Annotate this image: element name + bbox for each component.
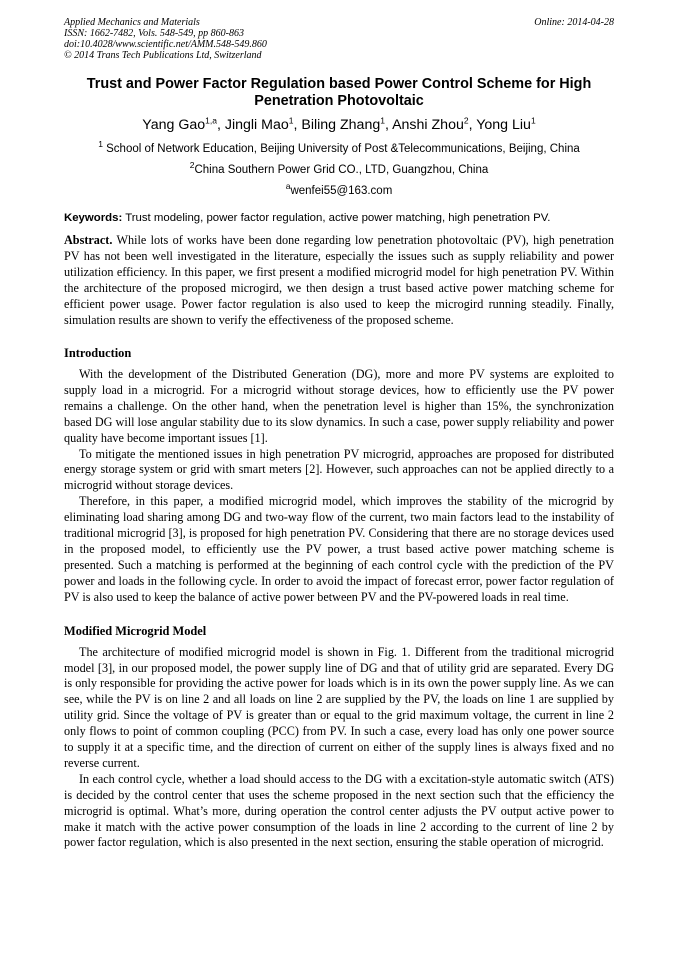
keywords <box>64 211 614 225</box>
journal-meta <box>64 17 267 61</box>
author: Anshi Zhou$^2$, <box>392 115 477 133</box>
author: Yong Liu$^1$ <box>476 115 536 133</box>
journal-doi: doi:10.4028/www.scientific.net/AMM.548-549.860 <box>64 39 267 50</box>
paper-title: Trust and Power Factor Regulation based Power Control Scheme for High Penetration Photovoltaic <box>86 76 592 109</box>
journal-copyright: © 2014 Trans Tech Publications Ltd, Switzerland <box>64 50 262 61</box>
keywords-label: Keywords: <box>64 212 123 224</box>
paragraph: To mitigate the mentioned issues in high penetration PV microgrid, approaches are proposed for distributed energy storage system or grid with smart meters [2]. However, such approaches can not be applied directly to a microgrid without storage devices. <box>64 446 614 493</box>
abstract-label: Abstract. <box>64 233 113 247</box>
author: Yang Gao$^{1,a}$, <box>142 115 225 133</box>
author-email[interactable]: $^a$wenfei55@163.com <box>285 181 393 197</box>
section-heading: Modified Microgrid Model <box>64 623 207 638</box>
affiliation: $^1$ School of Network Education, Beijing University of Post &Telecommunications, Beijing, China <box>98 139 580 155</box>
journal-name: Applied Mechanics and Materials <box>64 17 200 28</box>
section-heading: Introduction <box>64 346 132 360</box>
paragraph: In each control cycle, whether a load should access to the DG with a excitation-style automatic switch (ATS) is decided by the control center that uses the scheme proposed in the next section such that the efficiency the microgrid is optimal. What’s more, during operation the control center adjusts the PV output active power to make it match with the active power consumption of the loads in line 2 according to the current of line 2 by power factor regulation, which is also presented in the next section, ensuring the stable operation of microgrid. <box>64 771 614 850</box>
paragraph: Therefore, in this paper, a modified microgrid model, which improves the stability of the microgrid by eliminating load sharing among DG and two-way flow of the current, two main factors lead to the instability of traditional microgrid [3], is proposed for high penetration PV. Considering that there are no storage devices used in the proposed model, to efficiently use the PV power, a trust based active power matching scheme is presented. Such a matching is performed at the beginning of each control cycle with the prediction of the PV power and loads in the following cycle. In order to avoid the impact of forecast error, power factor regulation of PV is also used to keep the balance of active power between PV and the PV-powered loads in real time. <box>64 494 614 604</box>
affiliation: $^2$China Southern Power Grid CO., LTD, Guangzhou, China <box>189 160 489 176</box>
online-date: Online: 2014-04-28 <box>534 17 614 28</box>
abstract-text: While lots of works have been done regarding low penetration photovoltaic (PV), high penetration PV has not been well investigated in the literature, especially the issues such as supply reliability and power utilization efficiency. In this paper, we first present a modified microgrid model for high penetration PV. Within the architecture of the proposed microgird, we then design a trust based active power matching scheme for efficient power usage. Power factor regulation is also used to keep the microgird running steadily. Finally, simulation results are shown to verify the effectiveness of the proposed scheme. <box>64 233 614 327</box>
author: Biling Zhang$^1$, <box>301 115 393 133</box>
paragraph: With the development of the Distributed Generation (DG), more and more PV systems are exploited to supply load in a microgrid. For a microgrid without storage devices, how to efficiently use the PV power remains a challenge. On the other hand, when the penetration level is higher than 15%, the synchronization based DG will lose angular stability due to its slow dynamics. In such a case, power supply reliability and power quality have become important issues [1]. <box>64 367 614 445</box>
author-list <box>64 116 614 134</box>
journal-issn: ISSN: 1662-7482, Vols. 548-549, pp 860-863 <box>64 28 244 39</box>
journal-header <box>64 17 614 61</box>
paragraph: The architecture of modified microgrid model is shown in Fig. 1. Different from the traditional microgrid model [3], in our proposed model, the power supply line of DG and that of utility grid are separated. Every DG is only responsible for providing the active power for loads which is in its own the power supply line. As we can see, while the PV is on line 2 and all loads on line 2 are supplied by the PV, the loads on line 1 are supplied by utility grid. Since the voltage of PV is greater than or equal to the grid maximum voltage, the current in line 2 only flows to point of common coupling (PCC) from PV. In such a case, every load has only one power source to supply it at a specific time, and the direction of current on either of the supply lines is always fixed and no reverse current. <box>64 644 614 770</box>
author: Jingli Mao$^1$, <box>224 115 302 133</box>
abstract <box>64 232 614 328</box>
keywords-text: Trust modeling, power factor regulation, active power matching, high penetration PV. <box>125 212 551 224</box>
